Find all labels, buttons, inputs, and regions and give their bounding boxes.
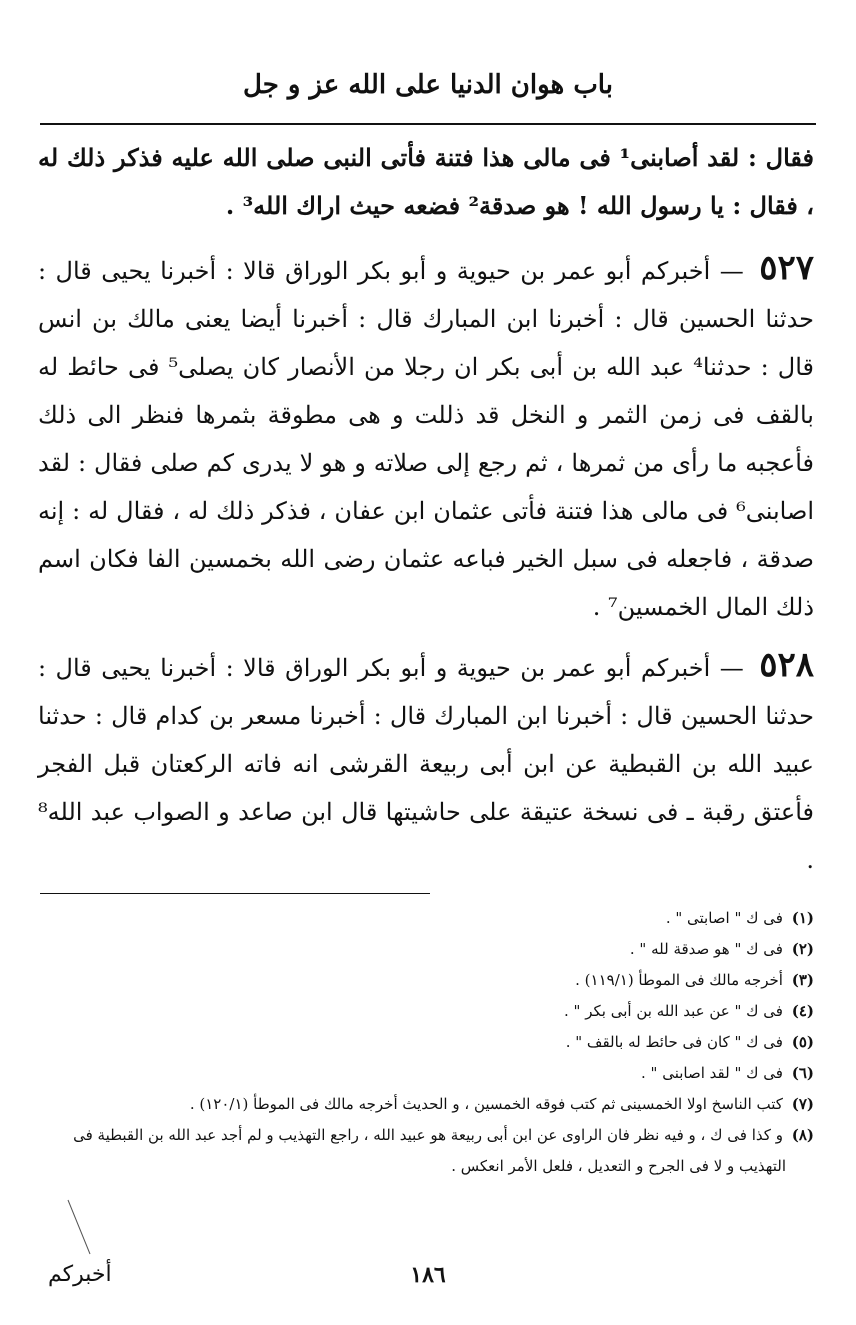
header-rule: [40, 123, 816, 125]
footnote-item: [40, 1027, 814, 1058]
hadith-number: ٥٢٧: [759, 248, 814, 288]
main-text: [38, 134, 814, 884]
footnote-item: [40, 1089, 814, 1120]
footnote-text: فى ك " كان فى حائط له بالقف " .: [565, 1033, 783, 1051]
footnote-item: [40, 1120, 814, 1151]
footnote-number: (١): [791, 909, 814, 927]
footnote-number: (٦): [791, 1064, 814, 1082]
page-title: باب هوان الدنيا على الله عز و جل: [243, 70, 613, 100]
page-number: ١٨٦: [410, 1262, 446, 1288]
pencil-mark-icon: [60, 1198, 100, 1258]
footnote-text: فى ك " اصابتى " .: [665, 909, 783, 927]
footnote-number: (٤): [791, 1002, 814, 1020]
footnote-item: [40, 996, 814, 1027]
lead-paragraph: فقال : لقد أصابنى¹ فى مالى هذا فتنة فأتى النبى صلى الله عليه فذكر ذلك له ، فقال : يا رسول الله ! هو صدقة² فضعه حيث اراك الله³ .: [38, 143, 814, 220]
footnote-text: فى ك " عن عبد الله بن أبى بكر " .: [564, 1002, 783, 1020]
footnote-continuation: التهذيب و لا فى الجرح و التعديل ، فلعل الأمر انعكس .: [451, 1157, 786, 1175]
footnotes: [40, 903, 814, 1182]
hadith-number: ٥٢٨: [759, 645, 814, 685]
hadith-text: — أخبركم أبو عمر بن حيوية و أبو بكر الوراق قالا : أخبرنا يحيى قال : حدثنا الحسين قال : أخبرنا ابن المبارك قال : أخبرنا مسعر بن كدام قال : حدثنا عبيد الله بن القبطية عن ابن أبى ربيعة القرشى انه فاته الركعتان قبل الفجر فأعتق رقبة ـ فى نسخة عتيقة على حاشيتها قال ابن صاعد و الصواب عبد الله⁸ .: [38, 654, 815, 874]
catchword: أخبركم: [48, 1262, 112, 1287]
footnote-item: [40, 934, 814, 965]
footnote-number: (٢): [791, 940, 814, 958]
footnote-text: كتب الناسخ اولا الخمسينى ثم كتب فوقه الخمسين ، و الحديث أخرجه مالك فى الموطأ (١٢٠/١) .: [189, 1095, 783, 1113]
footnote-text: و كذا فى ك ، و فيه نظر فان الراوى عن ابن أبى ربيعة هو عبيد الله ، راجع التهذيب و لم أجد عبد الله بن القبطية فى: [73, 1126, 783, 1144]
hadith-527: [38, 244, 814, 631]
footnote-number: (٣): [791, 971, 814, 989]
footnote-number: (٥): [791, 1033, 814, 1051]
footnote-text: فى ك " هو صدقة لله " .: [629, 940, 783, 958]
footnote-number: (٨): [791, 1126, 814, 1144]
hadith-528: [38, 641, 814, 884]
footnote-item: [40, 1058, 814, 1089]
footnote-item: [40, 965, 814, 996]
footnote-item: [40, 903, 814, 934]
footnote-number: (٧): [791, 1095, 814, 1113]
footnote-text: أخرجه مالك فى الموطأ (١١٩/١) .: [575, 971, 783, 989]
footnote-text: فى ك " لقد اصابنى " .: [641, 1064, 783, 1082]
hadith-text: — أخبركم أبو عمر بن حيوية و أبو بكر الوراق قالا : أخبرنا يحيى قال : حدثنا الحسين قال : أخبرنا ابن المبارك قال : أخبرنا أيضا يعنى مالك بن انس قال : حدثنا⁴ عبد الله بن أبى بكر ان رجلا من الأنصار كان يصلى⁵ فى حائط له بالقف فى زمن الثمر و النخل قد ذللت و هى مطوقة بثمرها فنظر الى ذلك فأعجبه ما رأى من ثمرها ، ثم رجع إلى صلاته و هو لا يدرى كم صلى فقال : لقد اصابنى⁶ فى مالى هذا فتنة فأتى عثمان ابن عفان ، فذكر ذلك له ، فقال له : إنه صدقة ، فاجعله فى سبل الخير فباعه عثمان رضى الله بخمسين الفا فكان اسم ذلك المال الخمسين⁷ .: [38, 257, 815, 621]
footnote-rule: [40, 893, 430, 894]
